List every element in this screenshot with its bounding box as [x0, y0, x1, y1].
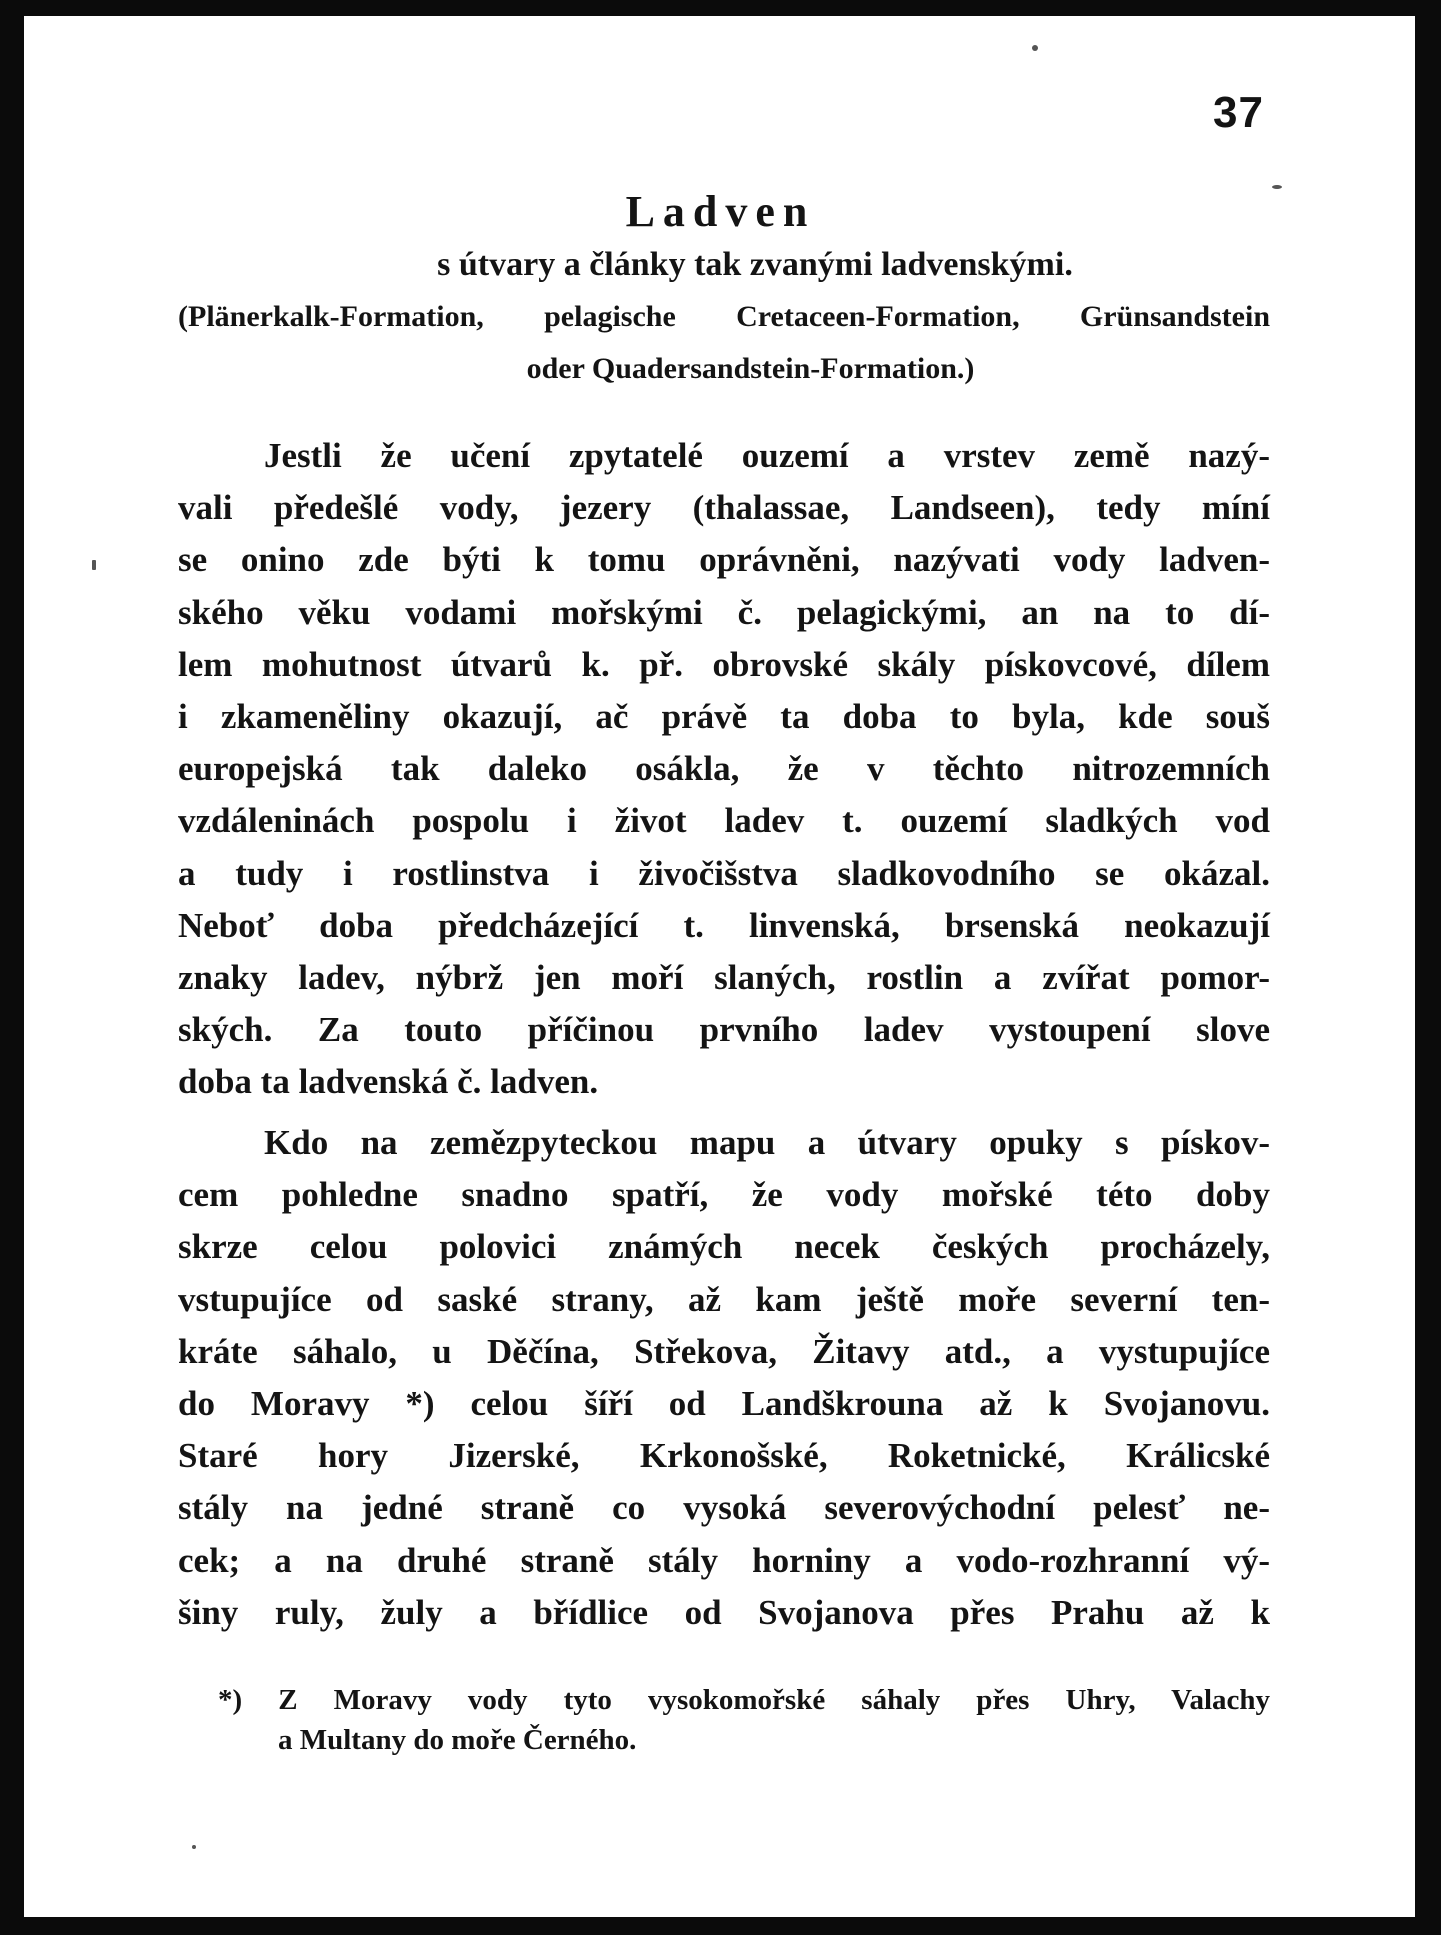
footnote-line: a Multany do moře Černého.: [278, 1724, 637, 1756]
text-line: Kdo na zemězpyteckou mapu a útvary opuky s pískov-: [264, 1123, 1270, 1162]
scan-speck: [1272, 185, 1282, 189]
text-line: do Moravy *) celou šíří od Landškrouna až k Svojanovu.: [178, 1383, 1270, 1423]
text-line: šiny ruly, žuly a břídlice od Svojanova přes Prahu až k: [178, 1592, 1270, 1632]
text-line: stály na jedné straně co vysoká severovýchodní pelesť ne-: [178, 1488, 1270, 1528]
footnote: [218, 1680, 1270, 1760]
scan-border-right: [1415, 0, 1441, 1935]
text-line: Staré hory Jizerské, Krkonošské, Roketnické, Králicské: [178, 1436, 1270, 1476]
paragraph-1: [178, 430, 1270, 1108]
text-line: ských. Za touto příčinou prvního ladev vystoupení slove: [178, 1010, 1270, 1050]
german-formation-names-cont: oder Quadersandstein-Formation.): [526, 352, 975, 385]
footnote-line: *) Z Moravy vody tyto vysokomořské sáhaly přes Uhry, Valachy: [218, 1684, 1270, 1716]
scan-speck: [92, 560, 96, 570]
chapter-title: Ladven: [625, 187, 816, 236]
chapter-subtitle: s útvary a články tak zvanými ladvenskými.: [437, 246, 1073, 283]
text-line: vzdáleninách pospolu i život ladev t. ouzemí sladkých vod: [178, 801, 1270, 841]
text-line: Neboť doba předcházející t. linvenská, brsenská neokazují: [178, 905, 1270, 945]
text-line: znaky ladev, nýbrž jen moří slaných, rostlin a zvířat pomor-: [178, 957, 1270, 997]
scan-border-top: [0, 0, 1441, 16]
german-formation-names: (Plänerkalk-Formation, pelagische Cretaceen-Formation, Grünsandstein: [178, 300, 1270, 333]
text-line: kráte sáhalo, u Děčína, Střekova, Žitavy atd., a vystupujíce: [178, 1331, 1270, 1371]
text-line: a tudy i rostlinstva i živočišstva sladkovodního se okázal.: [178, 853, 1270, 893]
text-line: cem pohledne snadno spatří, že vody mořské této doby: [178, 1175, 1270, 1215]
text-line: vstupujíce od saské strany, až kam ještě moře severní ten-: [178, 1279, 1270, 1319]
scan-speck: [1032, 45, 1038, 51]
text-line: se onino zde býti k tomu oprávněni, nazývati vody ladven-: [178, 540, 1270, 580]
text-line: europejská tak daleko osákla, že v těchto nitrozemních: [178, 749, 1270, 789]
text-line: skrze celou polovici známých necek českých procházely,: [178, 1227, 1270, 1267]
scan-border-bottom: [0, 1917, 1441, 1935]
text-line: Jestli že učení zpytatelé ouzemí a vrstev země nazý-: [264, 436, 1270, 475]
text-line: ského věku vodami mořskými č. pelagickými, an na to dí-: [178, 592, 1270, 632]
page-number: 37: [1213, 88, 1264, 137]
text-line: vali předešlé vody, jezery (thalassae, Landseen), tedy míní: [178, 488, 1270, 528]
text-line: doba ta ladvenská č. ladven.: [178, 1062, 599, 1102]
text-line: cek; a na druhé straně stály horniny a vodo-rozhranní vý-: [178, 1540, 1270, 1580]
scan-border-left: [0, 0, 24, 1935]
text-line: lem mohutnost útvarů k. př. obrovské skály pískovcové, dílem: [178, 644, 1270, 684]
text-line: i zkameněliny okazují, ač právě ta doba to byla, kde souš: [178, 696, 1270, 736]
scan-speck: [192, 1845, 196, 1849]
paragraph-2: [178, 1117, 1270, 1639]
